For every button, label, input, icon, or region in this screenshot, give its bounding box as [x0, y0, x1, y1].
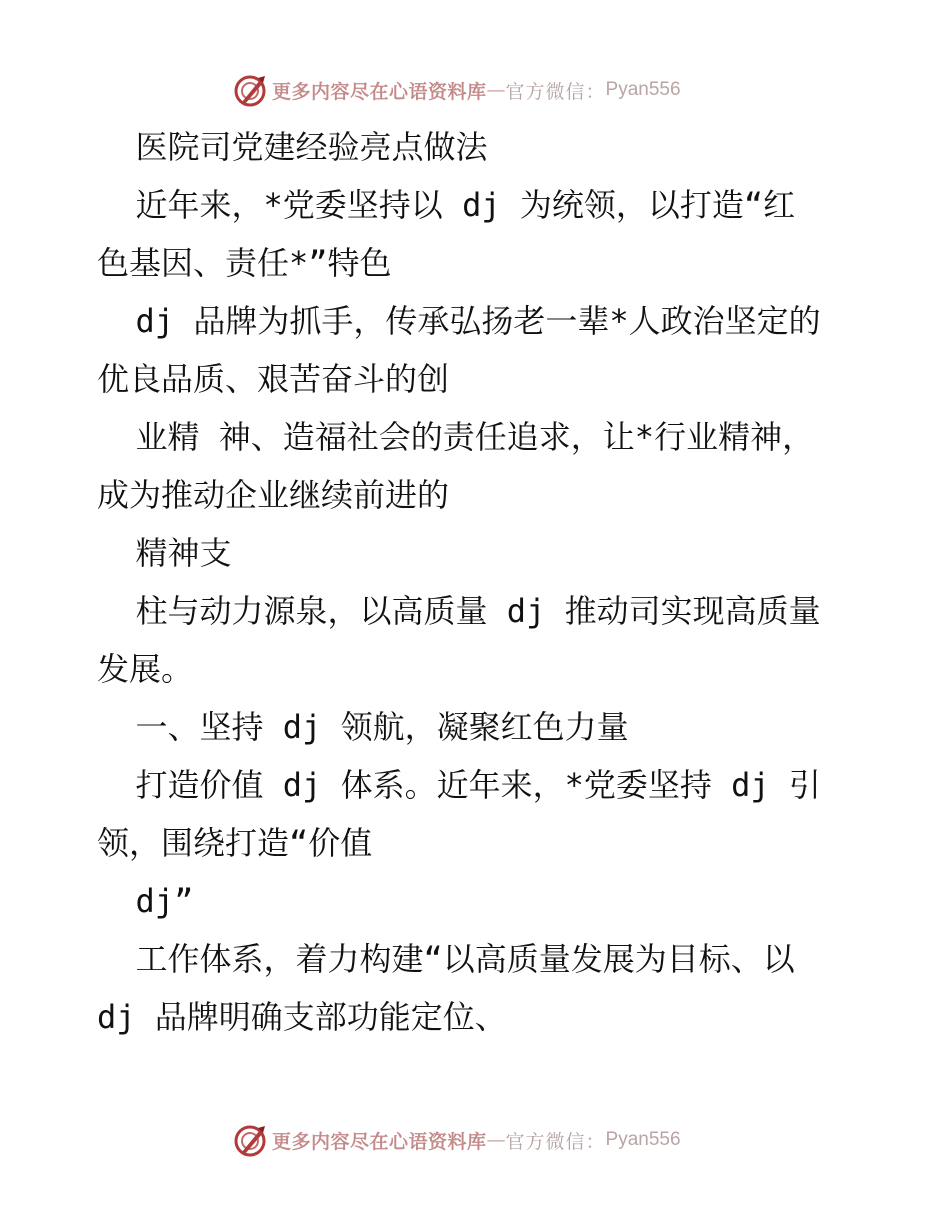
text-line: 领，围绕打造“价值 — [97, 824, 373, 862]
banner-wechat-id: Pyan556 — [605, 1129, 681, 1150]
text-line: 近年来，*党委坚持以 dj 为统领，以打造“红 — [97, 186, 796, 224]
text-line: 医院司党建经验亮点做法 — [97, 128, 488, 166]
brand-logo-icon — [232, 72, 268, 108]
text-line: dj 品牌为抓手，传承弘扬老一辈*人政治坚定的 — [97, 302, 821, 340]
text-line: dj 品牌明确支部功能定位、 — [97, 998, 507, 1036]
footer-banner — [232, 1120, 712, 1160]
banner-wechat-id: Pyan556 — [605, 79, 681, 100]
text-line: 成为推动企业继续前进的 — [97, 476, 450, 514]
banner-title: 更多内容尽在心语资料库 — [272, 1130, 487, 1153]
text-line: 柱与动力源泉，以高质量 dj 推动司实现高质量 — [97, 592, 821, 630]
text-line: 发展。 — [97, 650, 194, 688]
section-heading: 一、坚持 dj 领航，凝聚红色力量 — [97, 708, 629, 746]
text-line: dj” — [97, 882, 194, 920]
banner-separator: — — [486, 79, 506, 101]
banner-wechat-label: 官方微信： — [505, 1130, 606, 1153]
banner-separator: — — [486, 1129, 506, 1151]
banner-title: 更多内容尽在心语资料库 — [272, 80, 487, 103]
text-line: 优良品质、艰苦奋斗的创 — [97, 360, 450, 398]
text-line: 精神支 — [97, 534, 232, 572]
text-line: 打造价值 dj 体系。近年来，*党委坚持 dj 引 — [97, 766, 821, 804]
text-line: 色基因、责任*”特色 — [97, 244, 392, 282]
banner-wechat-label: 官方微信： — [505, 80, 606, 103]
header-banner — [232, 70, 712, 110]
text-line: 业精 神、造福社会的责任追求，让*行业精神， — [97, 418, 815, 456]
text-line: 工作体系，着力构建“以高质量发展为目标、以 — [97, 940, 795, 978]
brand-logo-icon — [232, 1122, 268, 1158]
